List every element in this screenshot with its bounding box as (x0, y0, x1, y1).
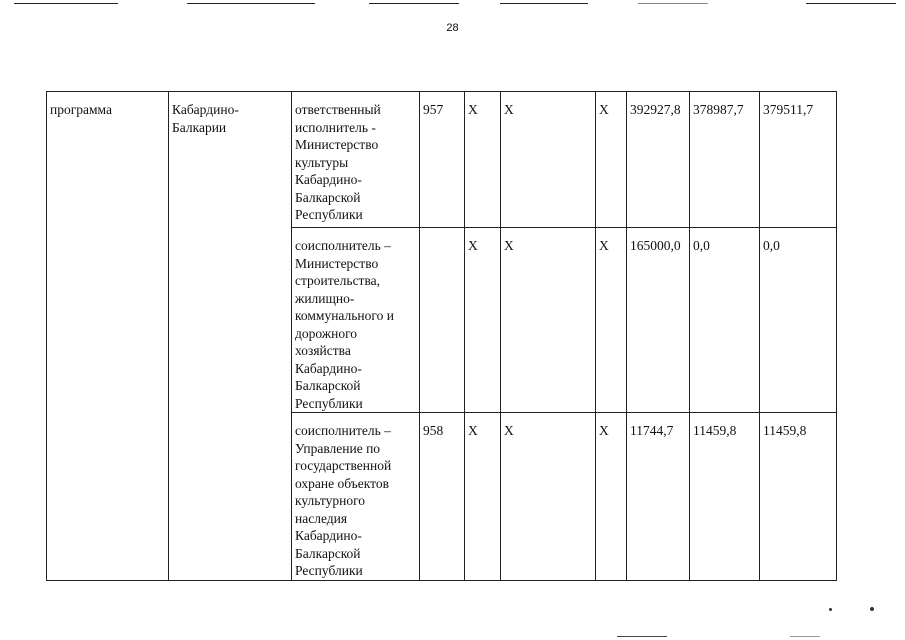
value-cell: 379511,7 (760, 92, 837, 228)
executor-cell: соисполнитель – Министерство строительства, жилищно- коммунального и дорожного хозяйства Кабардино- Балкарской Республики (292, 228, 420, 413)
code-cell: 958 (420, 413, 465, 581)
program-cell: программа (47, 92, 169, 581)
top-rule (638, 3, 708, 4)
value-cell: 0,0 (690, 228, 760, 413)
code-cell: 957 (420, 92, 465, 228)
x-cell: X (501, 228, 596, 413)
value-cell: 0,0 (760, 228, 837, 413)
region-cell: Кабардино- Балкарии (169, 92, 292, 581)
top-rule (14, 3, 118, 4)
scan-mark (790, 636, 820, 637)
x-cell: X (596, 413, 627, 581)
scan-mark (617, 636, 667, 637)
x-cell: X (596, 92, 627, 228)
value-cell: 11459,8 (690, 413, 760, 581)
value-cell: 378987,7 (690, 92, 760, 228)
top-rule (500, 3, 588, 4)
x-cell: X (596, 228, 627, 413)
code-cell (420, 228, 465, 413)
x-cell: X (465, 413, 501, 581)
page-number: 28 (446, 22, 459, 34)
value-cell: 11744,7 (627, 413, 690, 581)
executor-cell: соисполнитель – Управление по государственной охране объектов культурного наследия Кабардино- Балкарской Республики (292, 413, 420, 581)
top-rule (187, 3, 315, 4)
top-rule (806, 3, 896, 4)
value-cell: 11459,8 (760, 413, 837, 581)
x-cell: X (465, 228, 501, 413)
value-cell: 392927,8 (627, 92, 690, 228)
table-row (47, 92, 837, 228)
scan-speck (829, 608, 832, 611)
top-rule (369, 3, 459, 4)
x-cell: X (501, 413, 596, 581)
x-cell: X (465, 92, 501, 228)
scan-speck (870, 607, 874, 611)
value-cell: 165000,0 (627, 228, 690, 413)
budget-table (46, 91, 837, 581)
x-cell: X (501, 92, 596, 228)
executor-cell: ответственный исполнитель - Министерство культуры Кабардино- Балкарской Республики (292, 92, 420, 228)
